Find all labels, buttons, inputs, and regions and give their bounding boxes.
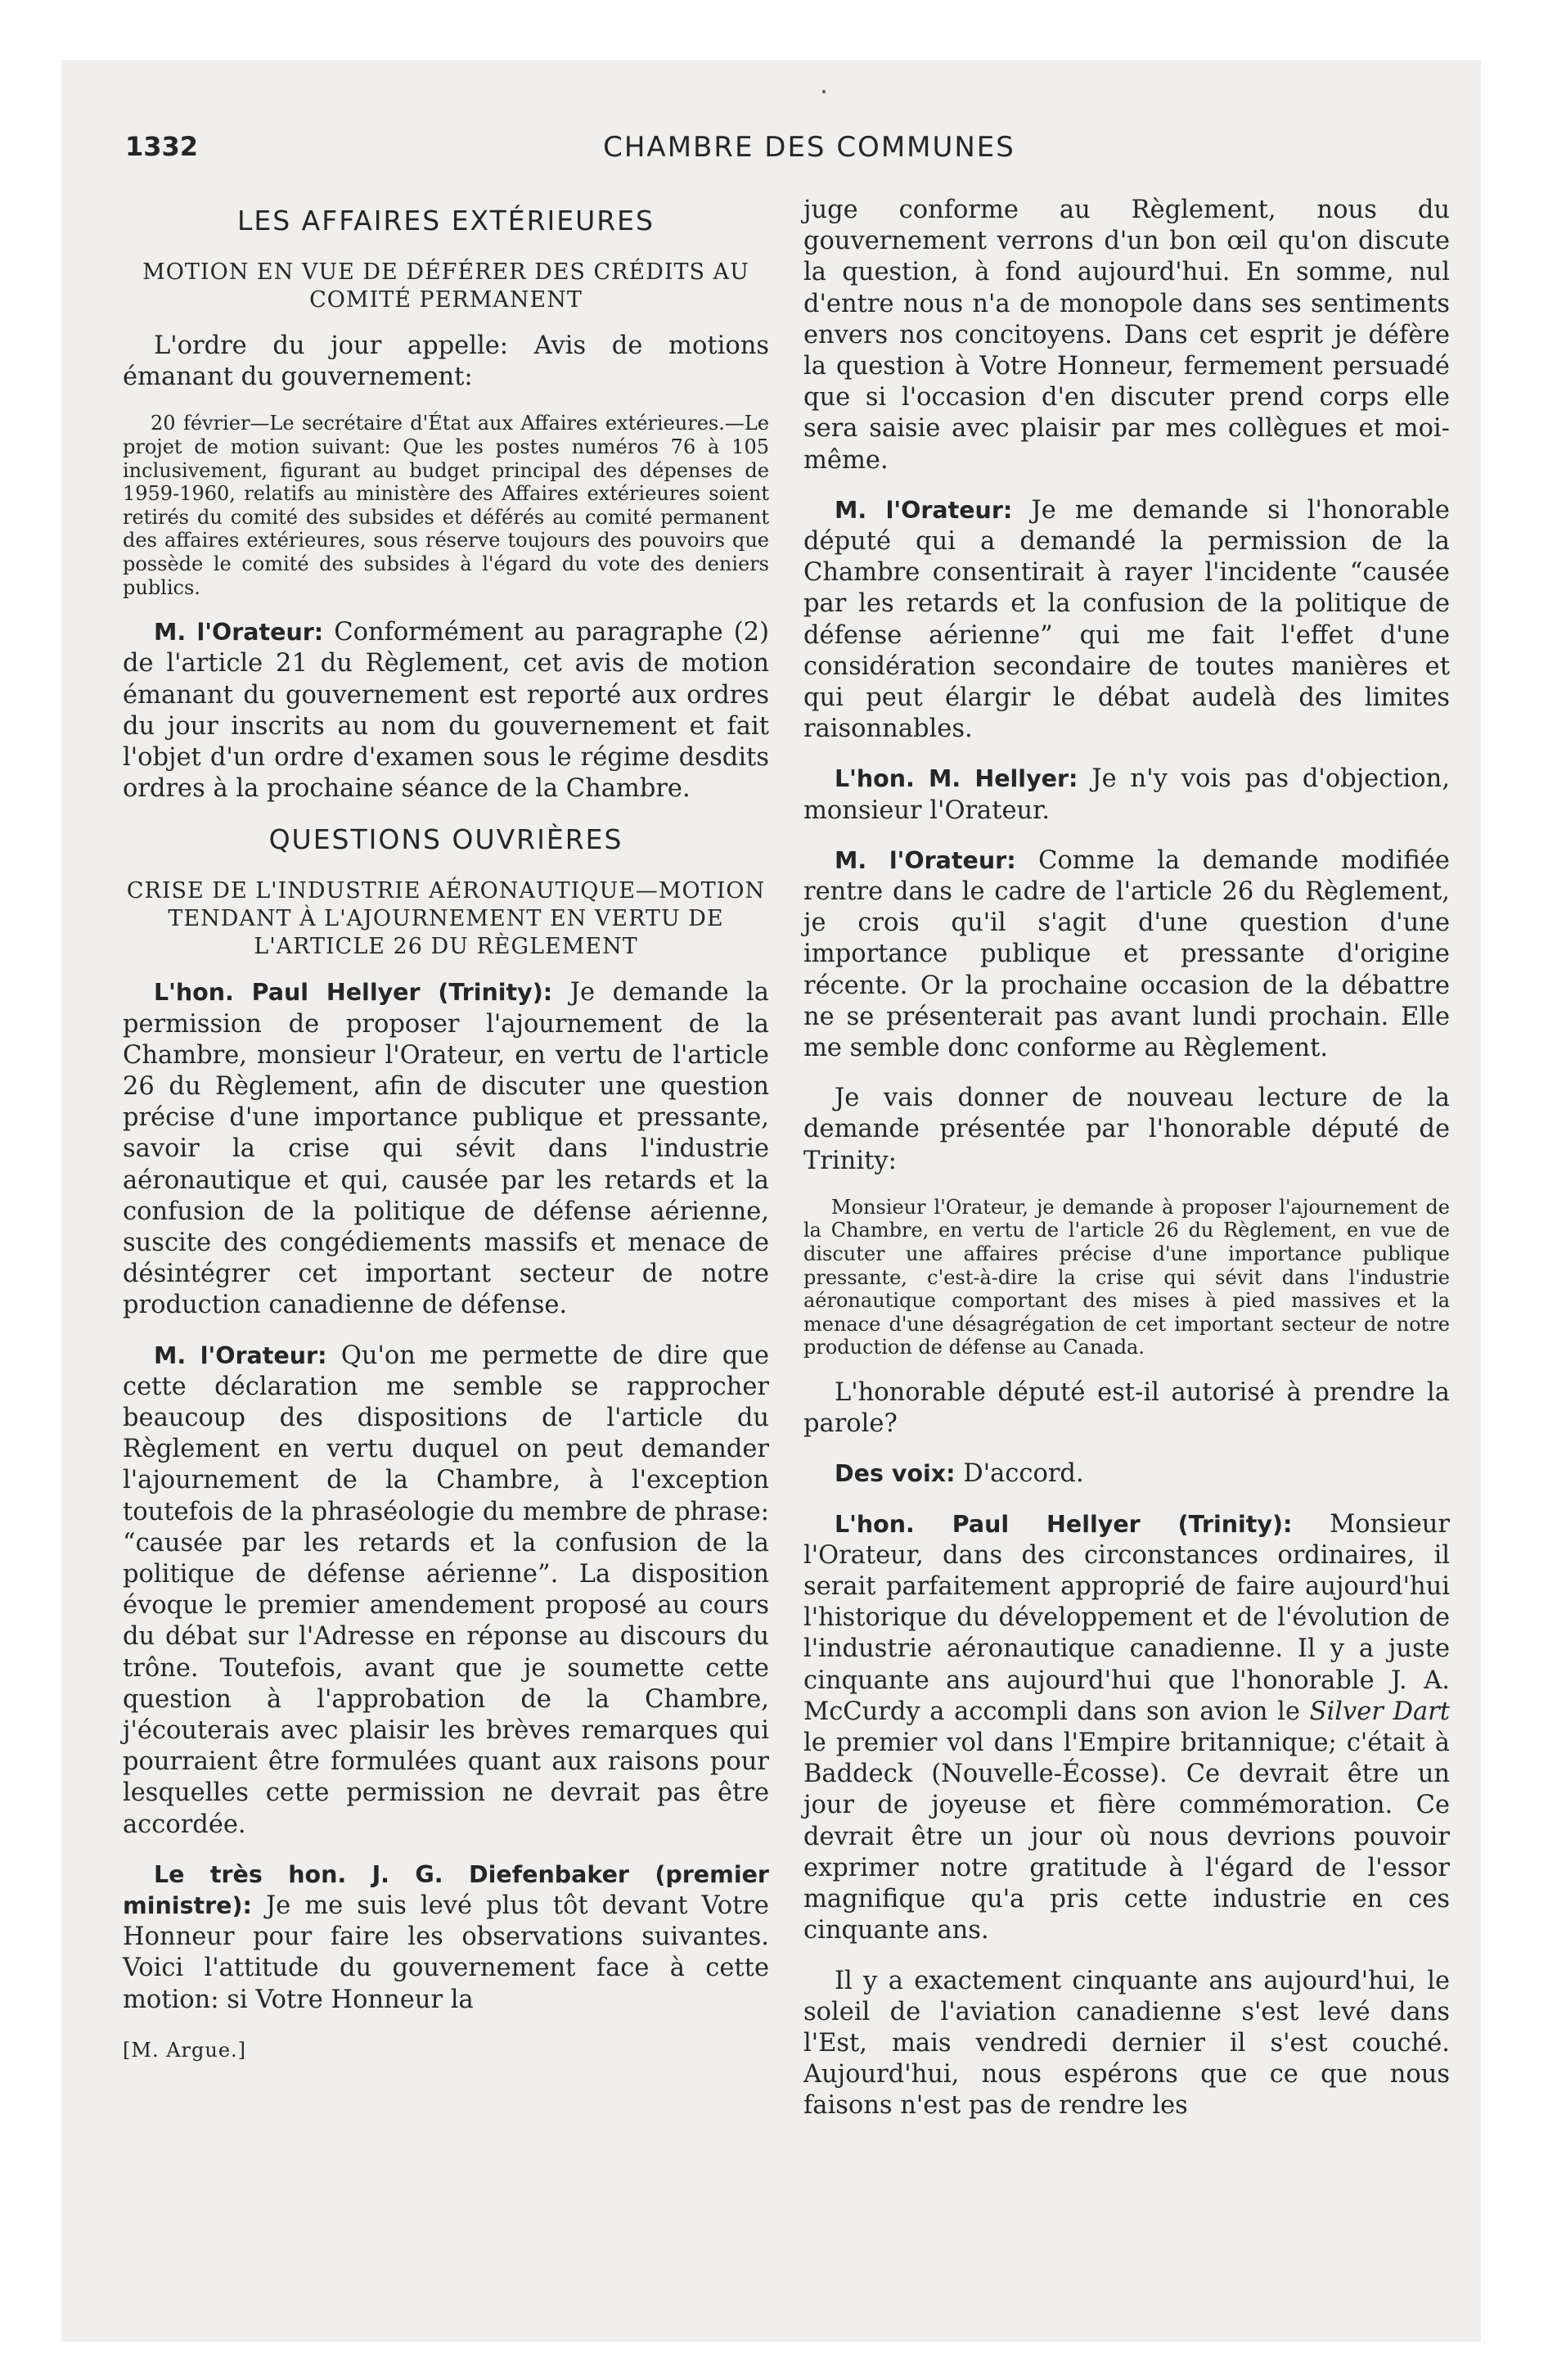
right-column xyxy=(803,195,1450,2141)
speaker-name: Le très hon. J. G. Diefenbaker (premier ministre): xyxy=(123,1860,769,1920)
speech-paragraph xyxy=(803,1509,1450,1947)
section-title-affaires-exterieures: LES AFFAIRES EXTÉRIEURES xyxy=(237,205,655,237)
speech-paragraph xyxy=(803,495,1450,746)
speech-text: Qu'on me permette de dire que cette déclaration me semble se rapprocher beaucoup des dispositions de l'article du Règlement en vertu duquel on peut demander l'ajournement de la Chambre, à l'exception toutefois de la phraséologie du membre de phrase: “causée par les retards et la confusion de la politique de défense aérienne”. La disposition évoque le premier amendement proposé au cours du débat sur l'Adresse en réponse au discours du trône. Toutefois, avant que je soumette cette question à l'approbation de la Chambre, j'écouterais avec plaisir les brèves remarques qui pourraient être formulées quant aux raisons pour lesquelles cette permission ne devrait pas être accordée. xyxy=(123,1341,769,1839)
speech-text: Je me demande si l'honorable député qui a demandé la permission de la Chambre consentirait à rayer l'incidente “causée par les retards et la confusion de la politique de défense aérienne” qui me fait l'effet d'une considération secondaire de toutes manières et qui peut élargir le débat audelà des limites raisonnables. xyxy=(803,495,1450,744)
speech-text: Je n'y vois pas d'objection, monsieur l'Orateur. xyxy=(803,764,1451,825)
footer-reference: [M. Argue.] xyxy=(123,2038,247,2062)
page-header xyxy=(125,131,1460,172)
speaker-name: M. l'Orateur: xyxy=(154,1341,327,1369)
speech-paragraph xyxy=(803,764,1450,826)
speck xyxy=(822,90,826,93)
speech-paragraph xyxy=(123,977,769,1321)
paragraph: Je vais donner de nouveau lecture de la demande présentée par l'honorable député de Trinity: xyxy=(803,1084,1450,1175)
speaker-name: L'hon. Paul Hellyer (Trinity): xyxy=(835,1510,1293,1538)
speaker-name: Des voix: xyxy=(835,1460,956,1488)
notice-text: 20 février—Le secrétaire d'État aux Affaires extérieures.—Le projet de motion suivant: Que les postes numéros 76 à 105 inclusivement, figurant au budget principal des dépenses de 1959-1960, relatifs au ministère des Affaires extérieures soient retirés du comité des subsides et déférés au comité permanent des affaires extérieures, sous réserve toujours des pouvoirs que possède le comité des subsides à l'égard du vote des deniers publics. xyxy=(123,412,769,599)
paragraph: L'ordre du jour appelle: Avis de motions émanant du gouvernement: xyxy=(123,331,769,392)
left-column xyxy=(123,195,769,2066)
speaker-name: L'hon. M. Hellyer: xyxy=(835,765,1078,793)
speech-text: Monsieur l'Orateur, dans des circonstances ordinaires, il serait parfaitement approprié de faire aujourd'hui l'historique du développement et de l'évolution de l'industrie aéronautique canadienne. Il y a juste cinquante ans aujourd'hui que l'honorable J. A. McCurdy a accompli dans son avion le xyxy=(803,1509,1450,1726)
speaker-name: M. l'Orateur: xyxy=(835,846,1016,874)
paragraph: juge conforme au Règlement, nous du gouvernement verrons d'un bon œil qu'on discute la question, à fond aujourd'hui. En somme, nul d'entre nous n'a de monopole dans ses sentiments envers nos concitoyens. Dans cet esprit je défère la question à Votre Honneur, fermement persuadé que si l'occasion d'en discuter prend corps elle sera saisie avec plaisir par mes collègues et moi-même. xyxy=(803,196,1450,475)
section-title-questions-ouvrieres: QUESTIONS OUVRIÈRES xyxy=(268,823,623,856)
speech-text: Conformément au paragraphe (2) de l'article 21 du Règlement, cet avis de motion émanant du gouvernement est reporté aux ordres du jour inscrits au nom du gouvernement et fait l'objet d'un ordre d'examen sous le régime desdits ordres à la prochaine séance de la Chambre. xyxy=(123,618,769,804)
page-number: 1332 xyxy=(125,131,199,162)
section-subtitle-crise: CRISE DE L'INDUSTRIE AÉRONAUTIQUE—MOTION TENDANT À L'AJOURNEMENT EN VERTU DE L'ARTICLE 26 DU RÈGLEMENT xyxy=(126,878,766,960)
speech-text: D'accord. xyxy=(955,1459,1084,1489)
speech-text: Comme la demande modifiée rentre dans le cadre de l'article 26 du Règlement, je crois qu'il s'agit d'une question d'une importance publique et pressante d'origine récente. Or la prochaine occasion de la débattre ne se présenterait pas avant lundi prochain. Elle me semble donc conforme au Règlement. xyxy=(803,845,1450,1063)
paragraph: Il y a exactement cinquante ans aujourd'hui, le soleil de l'aviation canadienne s'est levé dans l'Est, mais vendredi dernier il s'est couché. Aujourd'hui, nous espérons que ce que nous faisons n'est pas de rendre les xyxy=(803,1966,1450,2121)
speech-paragraph xyxy=(123,617,769,805)
speaker-name: M. l'Orateur: xyxy=(154,619,324,647)
paragraph: L'honorable député est-il autorisé à prendre la parole? xyxy=(803,1378,1450,1439)
speech-text: le premier vol dans l'Empire britannique; c'était à Baddeck (Nouvelle-Écosse). Ce devrait être un jour de joyeuse et fière commémoration. Ce devrait être un jour où nous devrions pouvoir exprimer notre gratitude à l'égard de l'essor magnifique qu'a pris cette industrie en ces cinquante ans. xyxy=(803,1729,1450,1945)
speech-text: Je me suis levé plus tôt devant Votre Honneur pour faire les observations suivantes. Voici l'attitude du gouvernement face à cette motion: si Votre Honneur la xyxy=(123,1891,769,2014)
speech-paragraph xyxy=(803,845,1450,1064)
speech-paragraph xyxy=(123,1859,769,2016)
section-subtitle-motion: MOTION EN VUE DE DÉFÉRER DES CRÉDITS AU COMITÉ PERMANENT xyxy=(142,259,749,313)
speaker-name: M. l'Orateur: xyxy=(835,496,1013,524)
running-head: CHAMBRE DES COMMUNES xyxy=(603,131,1015,164)
speaker-name: L'hon. Paul Hellyer (Trinity): xyxy=(154,979,553,1007)
speech-text: Je demande la permission de proposer l'ajournement de la Chambre, monsieur l'Orateur, en vertu de l'article 26 du Règlement, afin de discuter une question précise d'une importance publique et pressante, savoir la crise qui sévit dans l'industrie aéronautique et qui, causée par les retards et la confusion de la politique de défense aérienne, suscite des congédiements massifs et menace de désintégrer cet important secteur de notre production canadienne de défense. xyxy=(123,978,769,1320)
speech-paragraph xyxy=(803,1458,1450,1490)
quoted-motion: Monsieur l'Orateur, je demande à proposer l'ajournement de la Chambre, en vertu de l'article 26 du Règlement, en vue de discuter une affaires précise d'une importance publique pressante, c'est-à-dire la crise qui sévit dans l'industrie aéronautique comportant des mises à pied massives et la menace d'une désagrégation de cet important secteur de notre production de défense au Canada. xyxy=(803,1195,1450,1359)
speech-paragraph xyxy=(123,1341,769,1841)
aircraft-name: Silver Dart xyxy=(1309,1697,1451,1726)
